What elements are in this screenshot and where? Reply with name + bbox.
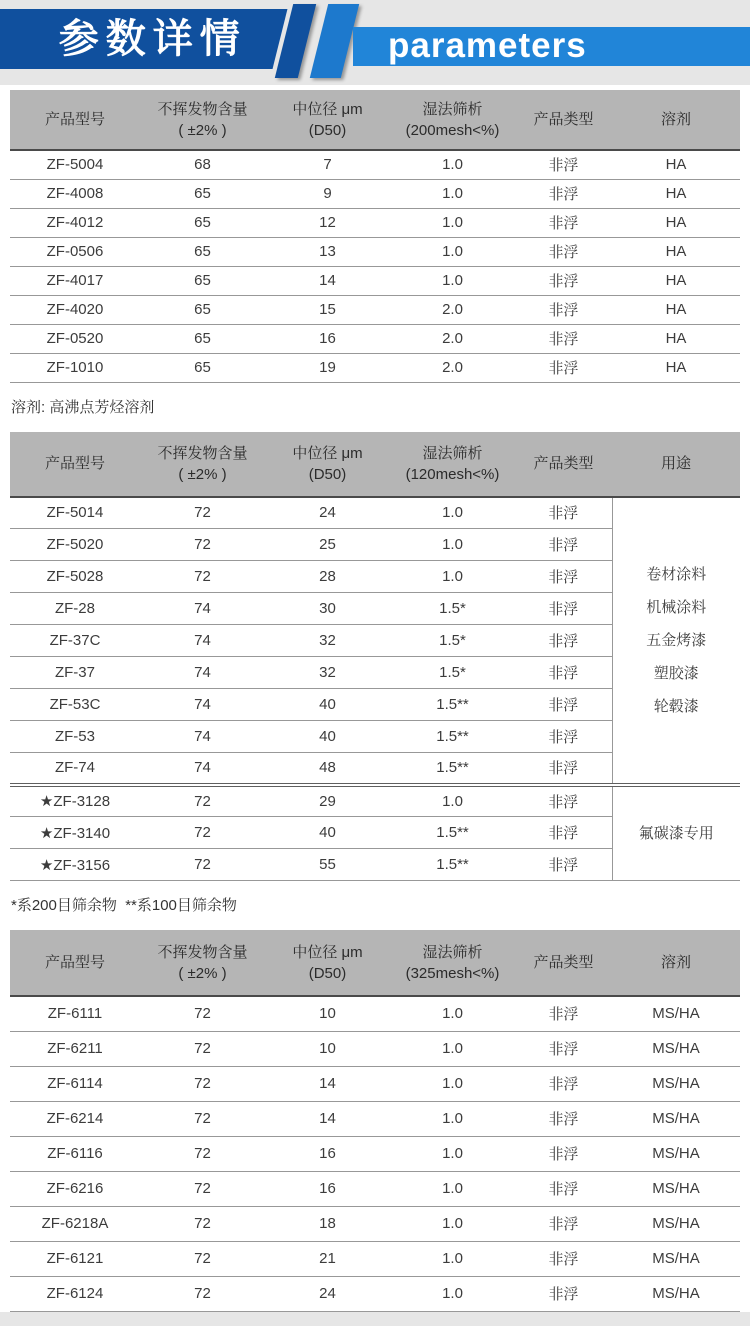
table-cell: HA bbox=[612, 324, 740, 353]
table-cell: 1.5** bbox=[390, 689, 515, 721]
table-cell: 74 bbox=[140, 689, 265, 721]
column-header: 产品类型 bbox=[515, 930, 612, 996]
table-cell: ZF-4020 bbox=[10, 295, 140, 324]
table-cell: 40 bbox=[265, 689, 390, 721]
table-cell: 9 bbox=[265, 179, 390, 208]
table-cell: 74 bbox=[140, 593, 265, 625]
table-cell: ZF-0506 bbox=[10, 237, 140, 266]
table-cell: 14 bbox=[265, 1066, 390, 1101]
table-cell: 1.0 bbox=[390, 1171, 515, 1206]
table-cell: MS/HA bbox=[612, 1031, 740, 1066]
table-cell: MS/HA bbox=[612, 1241, 740, 1276]
table-cell: 非浮 bbox=[515, 1066, 612, 1101]
product-table-120mesh bbox=[10, 432, 740, 882]
banner-title-en-ribbon bbox=[353, 27, 750, 66]
table-cell: 1.0 bbox=[390, 529, 515, 561]
usage-line: 五金烤漆 bbox=[646, 631, 707, 649]
table-cell: 1.5* bbox=[390, 593, 515, 625]
table-cell: 1.0 bbox=[390, 237, 515, 266]
table-cell: 非浮 bbox=[515, 1031, 612, 1066]
usage-line: 轮毂漆 bbox=[653, 697, 699, 715]
table-cell: 非浮 bbox=[515, 561, 612, 593]
table-cell: ZF-6214 bbox=[10, 1101, 140, 1136]
table-cell: 74 bbox=[140, 657, 265, 689]
table-cell: 非浮 bbox=[515, 179, 612, 208]
table-cell: 1.0 bbox=[390, 497, 515, 529]
table-cell: 非浮 bbox=[515, 1276, 612, 1311]
table-cell: 40 bbox=[265, 817, 390, 849]
table-cell: ZF-74 bbox=[10, 753, 140, 785]
table-cell: 65 bbox=[140, 353, 265, 382]
table-cell: 40 bbox=[265, 721, 390, 753]
table-cell: 65 bbox=[140, 179, 265, 208]
table-cell: 29 bbox=[265, 785, 390, 817]
column-header: 湿法筛析 (200mesh<%) bbox=[390, 90, 515, 150]
table-cell: 32 bbox=[265, 657, 390, 689]
table-cell: 72 bbox=[140, 1136, 265, 1171]
table-cell: 1.0 bbox=[390, 1031, 515, 1066]
table-cell: 28 bbox=[265, 561, 390, 593]
table-cell: 非浮 bbox=[515, 208, 612, 237]
table-cell: 非浮 bbox=[515, 785, 612, 817]
table-cell: ZF-6116 bbox=[10, 1136, 140, 1171]
usage-cell bbox=[612, 785, 740, 881]
table-cell: 74 bbox=[140, 625, 265, 657]
table-cell: MS/HA bbox=[612, 1101, 740, 1136]
usage-line: 卷材涂料 bbox=[646, 565, 707, 583]
table-cell: ZF-6111 bbox=[10, 996, 140, 1031]
table-cell: 72 bbox=[140, 529, 265, 561]
table-cell: HA bbox=[612, 208, 740, 237]
table-cell: 非浮 bbox=[515, 353, 612, 382]
table-cell: 65 bbox=[140, 237, 265, 266]
table-cell: 1.5** bbox=[390, 817, 515, 849]
table-cell: HA bbox=[612, 266, 740, 295]
table-cell: 1.0 bbox=[390, 1066, 515, 1101]
table-cell: ZF-5014 bbox=[10, 497, 140, 529]
table-cell: 68 bbox=[140, 150, 265, 179]
table-cell: ZF-28 bbox=[10, 593, 140, 625]
table-cell: 1.0 bbox=[390, 1101, 515, 1136]
column-header: 产品型号 bbox=[10, 432, 140, 497]
table-row bbox=[10, 1136, 740, 1171]
table-cell: 非浮 bbox=[515, 721, 612, 753]
banner-title-cn: 参数详情 bbox=[58, 17, 247, 61]
table-cell: 非浮 bbox=[515, 593, 612, 625]
banner-slash-stripe-light bbox=[310, 4, 359, 78]
table-cell: 非浮 bbox=[515, 266, 612, 295]
header-row bbox=[10, 90, 740, 150]
table-cell: ZF-53C bbox=[10, 689, 140, 721]
table-cell: 65 bbox=[140, 324, 265, 353]
sieve-residue-footnote: *系200目筛余物 **系100目筛余物 bbox=[11, 897, 237, 914]
table-cell: ZF-6211 bbox=[10, 1031, 140, 1066]
column-header: 产品型号 bbox=[10, 90, 140, 150]
product-table-200mesh bbox=[10, 90, 740, 383]
table-cell: 非浮 bbox=[515, 996, 612, 1031]
table-cell: 1.0 bbox=[390, 785, 515, 817]
table-cell: HA bbox=[612, 179, 740, 208]
table-cell: 1.5** bbox=[390, 849, 515, 881]
table-cell: ZF-5004 bbox=[10, 150, 140, 179]
table-cell: ZF-0520 bbox=[10, 324, 140, 353]
table-cell: 2.0 bbox=[390, 324, 515, 353]
table-cell: 72 bbox=[140, 817, 265, 849]
table-cell: 65 bbox=[140, 208, 265, 237]
table-row bbox=[10, 324, 740, 353]
column-header: 不挥发物含量 ( ±2% ) bbox=[140, 90, 265, 150]
table-cell: ZF-6218A bbox=[10, 1206, 140, 1241]
table-cell: 1.5* bbox=[390, 625, 515, 657]
table-cell: 55 bbox=[265, 849, 390, 881]
table-cell: 非浮 bbox=[515, 237, 612, 266]
table-cell: 1.0 bbox=[390, 150, 515, 179]
table-cell: 30 bbox=[265, 593, 390, 625]
table-cell: 非浮 bbox=[515, 1206, 612, 1241]
column-header: 溶剂 bbox=[612, 930, 740, 996]
table-cell: 非浮 bbox=[515, 295, 612, 324]
column-header: 产品类型 bbox=[515, 432, 612, 497]
table-cell: 非浮 bbox=[515, 689, 612, 721]
table-cell: 72 bbox=[140, 561, 265, 593]
table-cell: 1.0 bbox=[390, 1206, 515, 1241]
column-header: 产品类型 bbox=[515, 90, 612, 150]
table-row bbox=[10, 1101, 740, 1136]
table-cell: 16 bbox=[265, 324, 390, 353]
table-cell: 1.0 bbox=[390, 996, 515, 1031]
table-cell: 72 bbox=[140, 1031, 265, 1066]
table-cell: ZF-37C bbox=[10, 625, 140, 657]
column-header: 用途 bbox=[612, 432, 740, 497]
table-cell: 72 bbox=[140, 1276, 265, 1311]
table-cell: 72 bbox=[140, 1171, 265, 1206]
header-row bbox=[10, 432, 740, 497]
table-row bbox=[10, 1241, 740, 1276]
table-cell: 1.0 bbox=[390, 561, 515, 593]
section-banner bbox=[0, 0, 750, 85]
table-cell: 1.0 bbox=[390, 208, 515, 237]
table-row bbox=[10, 1206, 740, 1241]
table-cell: 非浮 bbox=[515, 625, 612, 657]
table-cell: 1.5** bbox=[390, 721, 515, 753]
table-cell: 非浮 bbox=[515, 529, 612, 561]
table-cell: 16 bbox=[265, 1171, 390, 1206]
table-row bbox=[10, 179, 740, 208]
table-cell: 非浮 bbox=[515, 1171, 612, 1206]
table-cell: 72 bbox=[140, 497, 265, 529]
table-row bbox=[10, 1171, 740, 1206]
table-cell: 72 bbox=[140, 1066, 265, 1101]
banner-title-cn-ribbon bbox=[0, 9, 287, 69]
column-header: 中位径 μm (D50) bbox=[265, 432, 390, 497]
table-row bbox=[10, 295, 740, 324]
table-cell: 72 bbox=[140, 996, 265, 1031]
table-cell: 2.0 bbox=[390, 353, 515, 382]
table-cell: ★ZF-3156 bbox=[10, 849, 140, 881]
table-cell: 非浮 bbox=[515, 657, 612, 689]
table-cell: 12 bbox=[265, 208, 390, 237]
usage-line: 塑胶漆 bbox=[653, 664, 699, 682]
table-cell: HA bbox=[612, 353, 740, 382]
table-cell: ZF-1010 bbox=[10, 353, 140, 382]
table-cell: 1.0 bbox=[390, 1136, 515, 1171]
table-cell: MS/HA bbox=[612, 1066, 740, 1101]
table-cell: 1.5* bbox=[390, 657, 515, 689]
table-cell: HA bbox=[612, 237, 740, 266]
table-cell: ZF-4008 bbox=[10, 179, 140, 208]
table-row bbox=[10, 237, 740, 266]
table-cell: 15 bbox=[265, 295, 390, 324]
column-header: 中位径 μm (D50) bbox=[265, 930, 390, 996]
table-cell: ZF-5020 bbox=[10, 529, 140, 561]
table-cell: 非浮 bbox=[515, 497, 612, 529]
table-cell: 72 bbox=[140, 1101, 265, 1136]
table-cell: 16 bbox=[265, 1136, 390, 1171]
table-cell: 非浮 bbox=[515, 1101, 612, 1136]
table-cell: ZF-6124 bbox=[10, 1276, 140, 1311]
column-header: 湿法筛析 (325mesh<%) bbox=[390, 930, 515, 996]
table-cell: 非浮 bbox=[515, 753, 612, 785]
usage-line: 机械涂料 bbox=[646, 598, 707, 616]
table-cell: 65 bbox=[140, 295, 265, 324]
table-cell: 1.0 bbox=[390, 266, 515, 295]
column-header: 湿法筛析 (120mesh<%) bbox=[390, 432, 515, 497]
table-cell: MS/HA bbox=[612, 1171, 740, 1206]
table-cell: 72 bbox=[140, 1206, 265, 1241]
table-cell: ZF-6121 bbox=[10, 1241, 140, 1276]
table-row bbox=[10, 1066, 740, 1101]
column-header: 产品型号 bbox=[10, 930, 140, 996]
table-cell: 13 bbox=[265, 237, 390, 266]
usage-cell bbox=[612, 497, 740, 785]
table-cell: MS/HA bbox=[612, 1136, 740, 1171]
banner-title-en: parameters bbox=[388, 26, 587, 65]
usage-line: 氟碳漆专用 bbox=[638, 824, 714, 842]
table-cell: 非浮 bbox=[515, 849, 612, 881]
table-cell: 74 bbox=[140, 721, 265, 753]
table-cell: ZF-6114 bbox=[10, 1066, 140, 1101]
table-cell: 32 bbox=[265, 625, 390, 657]
table-cell: 7 bbox=[265, 150, 390, 179]
table-cell: 非浮 bbox=[515, 324, 612, 353]
table-cell: 10 bbox=[265, 996, 390, 1031]
table-cell: ZF-4017 bbox=[10, 266, 140, 295]
table-cell: MS/HA bbox=[612, 996, 740, 1031]
column-header: 不挥发物含量 ( ±2% ) bbox=[140, 432, 265, 497]
table-row bbox=[10, 208, 740, 237]
table-row bbox=[10, 785, 740, 817]
table-row bbox=[10, 266, 740, 295]
table-cell: ★ZF-3128 bbox=[10, 785, 140, 817]
solvent-footnote: 溶剂: 高沸点芳烃溶剂 bbox=[11, 398, 155, 416]
table-cell: 14 bbox=[265, 1101, 390, 1136]
table-cell: 72 bbox=[140, 1241, 265, 1276]
table-cell: 非浮 bbox=[515, 817, 612, 849]
table-cell: ZF-37 bbox=[10, 657, 140, 689]
table-row bbox=[10, 353, 740, 382]
table-row bbox=[10, 996, 740, 1031]
table-cell: 非浮 bbox=[515, 150, 612, 179]
table-cell: 1.5** bbox=[390, 753, 515, 785]
table-cell: ZF-5028 bbox=[10, 561, 140, 593]
table-row bbox=[10, 150, 740, 179]
table-cell: 21 bbox=[265, 1241, 390, 1276]
table-cell: 非浮 bbox=[515, 1241, 612, 1276]
header-row bbox=[10, 930, 740, 996]
table-cell: 14 bbox=[265, 266, 390, 295]
table-cell: HA bbox=[612, 295, 740, 324]
column-header: 不挥发物含量 ( ±2% ) bbox=[140, 930, 265, 996]
table-cell: HA bbox=[612, 150, 740, 179]
table-cell: ZF-53 bbox=[10, 721, 140, 753]
table-cell: MS/HA bbox=[612, 1206, 740, 1241]
table-cell: 10 bbox=[265, 1031, 390, 1066]
table-cell: 19 bbox=[265, 353, 390, 382]
table-cell: ★ZF-3140 bbox=[10, 817, 140, 849]
table-cell: ZF-4012 bbox=[10, 208, 140, 237]
table-cell: 74 bbox=[140, 753, 265, 785]
table-row bbox=[10, 1031, 740, 1066]
table-cell: 25 bbox=[265, 529, 390, 561]
table-cell: 24 bbox=[265, 497, 390, 529]
table-cell: 72 bbox=[140, 849, 265, 881]
table-row bbox=[10, 1276, 740, 1311]
table-cell: 2.0 bbox=[390, 295, 515, 324]
table-cell: 1.0 bbox=[390, 1276, 515, 1311]
table-cell: MS/HA bbox=[612, 1276, 740, 1311]
table-cell: 72 bbox=[140, 785, 265, 817]
table-cell: 48 bbox=[265, 753, 390, 785]
column-header: 溶剂 bbox=[612, 90, 740, 150]
column-header: 中位径 μm (D50) bbox=[265, 90, 390, 150]
table-cell: 18 bbox=[265, 1206, 390, 1241]
table-cell: ZF-6216 bbox=[10, 1171, 140, 1206]
bottom-gray-strip bbox=[0, 1312, 750, 1326]
table-cell: 1.0 bbox=[390, 1241, 515, 1276]
table-cell: 1.0 bbox=[390, 179, 515, 208]
table-row bbox=[10, 497, 740, 529]
product-table-325mesh bbox=[10, 930, 740, 1312]
table-cell: 非浮 bbox=[515, 1136, 612, 1171]
table-cell: 65 bbox=[140, 266, 265, 295]
table-cell: 24 bbox=[265, 1276, 390, 1311]
